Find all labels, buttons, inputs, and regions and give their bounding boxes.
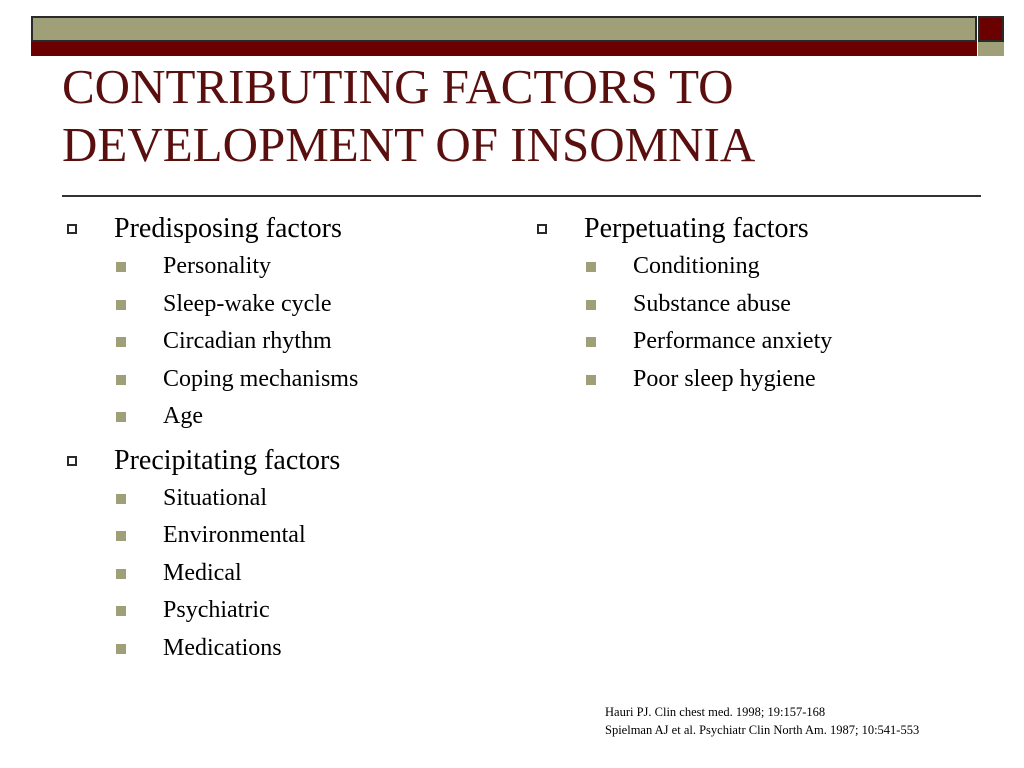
group-heading-label: Predisposing factors [114, 213, 342, 244]
list-item-label: Coping mechanisms [163, 365, 359, 392]
list-item [532, 323, 972, 361]
list-item-label: Circadian rhythm [163, 328, 332, 354]
citation-line: Spielman AJ et al. Psychiatr Clin North Am. 1987; 10:541-553 [605, 723, 920, 737]
filled-square-bullet-icon [116, 375, 126, 385]
header-maroon-band [31, 42, 977, 56]
list-item [532, 361, 972, 399]
group-heading-label: Perpetuating factors [584, 213, 809, 244]
right-column [532, 210, 972, 404]
list-item-label: Performance anxiety [633, 328, 833, 354]
title-line-2: DEVELOPMENT OF INSOMNIA [62, 117, 756, 172]
filled-square-bullet-icon [116, 606, 126, 616]
group-heading-label: Precipitating factors [114, 444, 341, 476]
filled-square-bullet-icon [116, 644, 126, 654]
list-item-label: Personality [163, 253, 271, 279]
list-item-label: Environmental [163, 522, 306, 548]
group-heading-predisposing [62, 210, 502, 248]
hollow-square-bullet-icon [67, 224, 77, 234]
list-item-label: Sleep-wake cycle [163, 290, 332, 317]
predisposing-list [62, 248, 502, 436]
corner-olive-square [978, 42, 1004, 56]
list-item [62, 480, 502, 518]
list-item-label: Medications [163, 634, 282, 661]
hollow-square-bullet-icon [67, 456, 77, 466]
precipitating-list [62, 480, 502, 668]
header-olive-band [31, 16, 977, 42]
list-item-label: Medical [163, 559, 242, 586]
list-item-label: Psychiatric [163, 597, 270, 623]
corner-maroon-square [978, 16, 1004, 42]
group-heading-precipitating [62, 442, 502, 480]
perpetuating-list [532, 248, 972, 398]
list-item [532, 286, 972, 324]
list-item [62, 517, 502, 555]
filled-square-bullet-icon [586, 375, 596, 385]
title-divider [62, 195, 981, 197]
filled-square-bullet-icon [116, 569, 126, 579]
filled-square-bullet-icon [586, 262, 596, 272]
slide-title [62, 58, 962, 174]
list-item-label: Substance abuse [633, 290, 791, 317]
title-line-1: CONTRIBUTING FACTORS TO [62, 59, 734, 114]
citations [605, 703, 919, 739]
list-item [62, 630, 502, 668]
group-heading-perpetuating [532, 210, 972, 248]
list-item [62, 555, 502, 593]
list-item-label: Age [163, 403, 203, 429]
filled-square-bullet-icon [586, 300, 596, 310]
filled-square-bullet-icon [116, 337, 126, 347]
filled-square-bullet-icon [116, 262, 126, 272]
filled-square-bullet-icon [116, 494, 126, 504]
filled-square-bullet-icon [116, 531, 126, 541]
citation-line: Hauri PJ. Clin chest med. 1998; 19:157-168 [605, 705, 826, 719]
left-column [62, 210, 502, 673]
filled-square-bullet-icon [116, 412, 126, 422]
list-item [62, 398, 502, 436]
list-item [62, 592, 502, 630]
list-item [532, 248, 972, 286]
list-item-label: Situational [163, 484, 267, 511]
list-item-label: Conditioning [633, 253, 760, 279]
hollow-square-bullet-icon [537, 224, 547, 234]
list-item [62, 248, 502, 286]
list-item [62, 286, 502, 324]
list-item [62, 323, 502, 361]
filled-square-bullet-icon [116, 300, 126, 310]
filled-square-bullet-icon [586, 337, 596, 347]
list-item [62, 361, 502, 399]
list-item-label: Poor sleep hygiene [633, 365, 816, 392]
